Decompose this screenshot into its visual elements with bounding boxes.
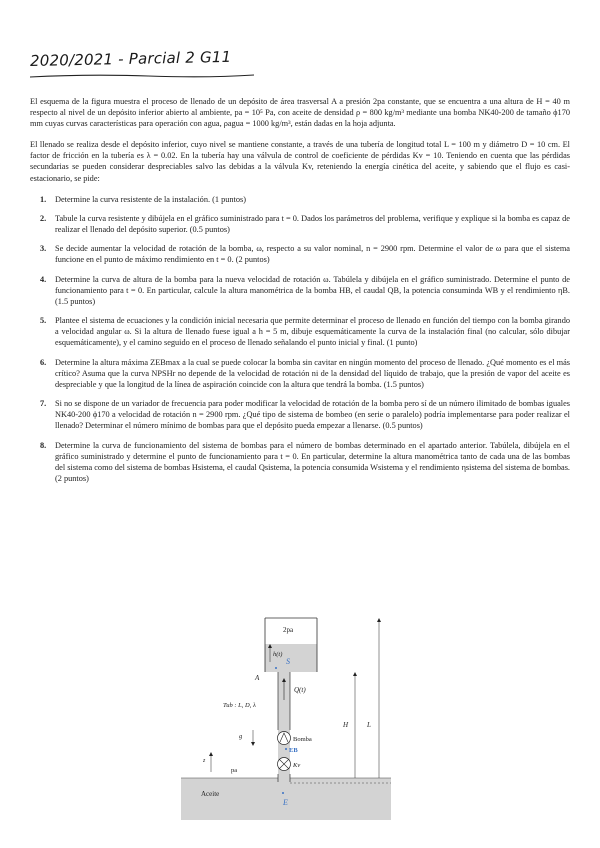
question-number: 3. — [40, 244, 47, 254]
question-5 — [30, 315, 570, 348]
question-number: 7. — [40, 399, 47, 409]
question-number: 6. — [40, 357, 47, 367]
question-number: 2. — [40, 213, 47, 223]
question-text: Determine la curva de altura de la bomba para la nueva velocidad de rotación ω. Tabúlela y dibújela en el gráfico suministrado. Determine el punto de funcionamiento para t = 0. En particular, calcule la altura manométrica de la bomba HB, el caudal QB, la potencia consuminda WB y el rendimiento ηB. (1.5 puntos) — [55, 274, 570, 306]
question-number: 5. — [40, 316, 47, 326]
height-L-arrow-head — [377, 618, 381, 622]
valve-label: Kv — [293, 762, 301, 769]
question-6 — [30, 357, 570, 390]
pressure-top-label: 2pa — [283, 626, 294, 634]
question-text: Determine la altura máxima ZEBmax a la cual se puede colocar la bomba sin cavitar en ningún momento del proceso de llenado. ¿Qué momento es el más crítico? Asuma que la curva NPSHr no depende de la velocidad de rotación ni de la densidad del líquido de trabajo, que la presión de vapor del aceite es despreciable y que la longitud de la línea de aspiración coincide con la altura que tendrá la bomba. (1.5 puntos) — [55, 357, 570, 389]
note-S-dot — [275, 667, 277, 669]
pump-label: Bomba — [293, 736, 312, 743]
question-2 — [30, 213, 570, 235]
question-text: Determine la curva de funcionamiento del sistema de bombas para el número de bombas determinado en el apartado anterior. Tabúlela, dibújela en el gráfico suministrado y determine el punto de funcionamiento para t = 0. En particular, determine la altura manométrica tanto de cada una de las bombas del sistema como del sistema de bombas Hsistema, el caudal Qsistema, la potencia consumida Wsistema y el rendimiento ηsistema del sistema de bombas. (2 puntos) — [55, 440, 570, 483]
handwritten-title: 2020/2021 - Parcial 2 G11 — [29, 47, 232, 70]
question-text: Determine la curva resistente de la instalación. (1 puntos) — [55, 194, 246, 204]
flow-label: Q(t) — [294, 686, 306, 694]
ambient-pressure-label: pa — [231, 767, 238, 774]
note-E-dot — [282, 792, 284, 794]
question-text: Si no se dispone de un variador de frecuencia para poder modificar la velocidad de rotación de la bomba pero sí de un número ilimitado de bombas iguales NK40-200 ϕ170 a velocidad de rotación n = 2900 rpm. ¿Qué tipo de sistema de bombeo (en serie o paralelo) podría implementarse para poder realizar el llenado? Determinar el número mínimo de bombas para que el depósito pueda empezar a llenarse. (0.5 puntos) — [55, 399, 570, 431]
title-underline — [28, 72, 258, 80]
intro-paragraph-2: El llenado se realiza desde el depósito inferior, cuyo nivel se mantiene constante, a través de una tubería de longitud total L = 100 m y diámetro D = 10 cm. El factor de fricción en la tubería es λ = 0.02. En la tubería hay una válvula de control de coeficiente de pérdidas Kv = 10. Teniendo en cuenta que las pérdidas secundarias se pueden considerar despreciables salvo las debidas a la válvula Kv, reteniendo la energía cinética del aceite, y sabiendo que el flujo es casi-estacionario, se pide: — [30, 140, 570, 183]
fluid-label: Aceite — [201, 790, 220, 798]
area-label: A — [255, 674, 260, 682]
question-4 — [30, 274, 570, 307]
question-number: 8. — [40, 440, 47, 450]
question-1 — [30, 194, 570, 205]
gravity-label: g — [239, 733, 243, 740]
system-diagram — [175, 612, 415, 824]
question-number: 1. — [40, 194, 47, 204]
question-text: Plantee el sistema de ecuaciones y la condición inicial necesaria que permite determinar el proceso de llenado en función del tiempo con la bomba girando a velocidad angular ω. Si la altura de llenado fuese igual a h = 5 m, dibuje esquemáticamente la curva de la instalación final (no calcular, sólo dibujar esquemáticamente), y el camino seguido en el proceso de llenado señalando el punto inicial y final. (1 punto) — [55, 316, 570, 348]
height-H-arrow-head — [353, 672, 357, 676]
pipe-label: Tub : L, D, λ — [223, 702, 256, 709]
gravity-arrow-head — [251, 742, 255, 746]
intro-paragraph-1: El esquema de la figura muestra el proceso de llenado de un depósito de área trasversal A a presión 2pa constante, que se encuentra a una altura de H = 40 m respecto al nivel de un depósito inferior abierto al ambiente, pa = 10⁵ Pa, con aceite de densidad ρ = 800 kg/m³ mediante una bomba NK40-200 de tamaño ϕ170 mm cuyas curvas características para operación con agua, ρagua = 1000 kg/m³, están dadas en la hoja adjunta. — [30, 97, 570, 129]
note-E: E — [283, 798, 288, 807]
height-L-label: L — [367, 721, 371, 729]
note-EB: EB — [289, 747, 298, 754]
z-axis-arrow-head — [209, 752, 213, 756]
question-text: Se decide aumentar la velocidad de rotación de la bomba, ω, respecto a su valor nominal, n = 2900 rpm. Determine el valor de ω para que el sistema funcione en el punto de máximo rendimiento en t = 0. (2 puntos) — [55, 244, 570, 265]
note-EB-dot — [285, 748, 287, 750]
question-text: Tabule la curva resistente y dibújela en el gráfico suministrado para t = 0. Dados los parámetros del problema, verifique y explique si la bomba es capaz de realizar el llenado del depósito superior. (0.5 puntos) — [55, 213, 570, 235]
upper-tank-fluid — [265, 644, 317, 672]
question-7 — [30, 398, 570, 431]
z-label: z — [203, 758, 206, 764]
question-3 — [30, 243, 570, 265]
note-S: S — [286, 657, 290, 666]
question-8 — [30, 440, 570, 484]
question-number: 4. — [40, 274, 47, 284]
level-label: h(t) — [273, 651, 283, 658]
height-H-label: H — [343, 721, 349, 729]
question-list — [30, 194, 570, 484]
problem-statement — [30, 96, 570, 492]
